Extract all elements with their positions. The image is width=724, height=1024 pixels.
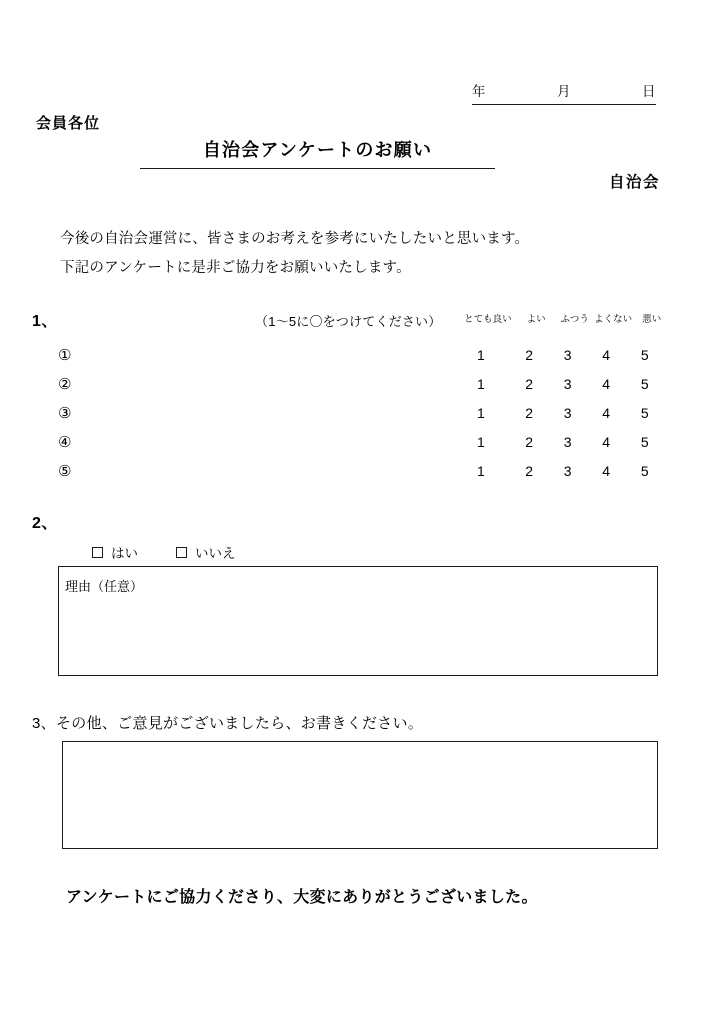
table-row bbox=[32, 340, 672, 369]
table-row bbox=[32, 456, 672, 485]
row-rating-options[interactable] bbox=[452, 463, 664, 479]
checkbox-label-no: いいえ bbox=[195, 546, 236, 561]
comment-textbox[interactable] bbox=[62, 741, 658, 849]
question-1-number: 1、 bbox=[32, 313, 58, 330]
scale-label-3: ふつう bbox=[560, 314, 589, 325]
rating-option-5[interactable]: 5 bbox=[640, 375, 649, 392]
scale-label-5: 悪い bbox=[642, 314, 662, 325]
scale-label-4: よくない bbox=[594, 314, 633, 325]
question-2-options bbox=[92, 542, 236, 562]
table-row bbox=[32, 369, 672, 398]
rating-option-5[interactable]: 5 bbox=[640, 404, 649, 421]
rating-option-4[interactable]: 4 bbox=[602, 433, 611, 450]
date-month-label: 月 bbox=[557, 84, 571, 99]
rating-option-1[interactable]: 1 bbox=[477, 404, 485, 421]
rating-option-3[interactable]: 3 bbox=[563, 404, 572, 421]
rating-option-3[interactable]: 3 bbox=[563, 462, 572, 479]
question-2-number: 2、 bbox=[32, 515, 58, 532]
checkbox-icon[interactable] bbox=[92, 547, 103, 558]
checkbox-icon[interactable] bbox=[176, 547, 187, 558]
rating-option-2[interactable]: 2 bbox=[525, 404, 533, 421]
intro-paragraphs bbox=[60, 225, 660, 283]
row-marker: ③ bbox=[58, 404, 72, 422]
row-marker: ④ bbox=[58, 433, 72, 451]
intro-line-1: 今後の自治会運営に、皆さまのお考えを参考にいたしたいと思います。 bbox=[60, 231, 530, 247]
date-line[interactable] bbox=[472, 80, 656, 105]
question-1-hint: （1～5に〇をつけてください） bbox=[255, 314, 442, 329]
row-rating-options[interactable] bbox=[452, 347, 664, 363]
rating-option-1[interactable]: 1 bbox=[477, 433, 485, 450]
intro-line-2: 下記のアンケートに是非ご協力をお願いいたします。 bbox=[60, 260, 411, 276]
rating-option-4[interactable]: 4 bbox=[602, 346, 611, 363]
rating-option-5[interactable]: 5 bbox=[640, 346, 649, 363]
page-title: 自治会アンケートのお願い bbox=[140, 136, 495, 169]
rating-option-5[interactable]: 5 bbox=[640, 462, 649, 479]
rating-option-1[interactable]: 1 bbox=[477, 346, 485, 363]
date-year-label: 年 bbox=[472, 84, 486, 99]
question-3-text: 3、その他、ご意見がございましたら、お書きください。 bbox=[32, 715, 424, 732]
checkbox-label-yes: はい bbox=[111, 546, 138, 561]
rating-option-3[interactable]: 3 bbox=[563, 375, 572, 392]
row-rating-options[interactable] bbox=[452, 434, 664, 450]
rating-option-1[interactable]: 1 bbox=[477, 462, 485, 479]
scale-label-1: とても良い bbox=[464, 314, 512, 325]
row-rating-options[interactable] bbox=[452, 376, 664, 392]
rating-option-4[interactable]: 4 bbox=[602, 462, 611, 479]
rating-scale-header bbox=[459, 311, 671, 325]
sender-name: 自治会 bbox=[608, 174, 660, 191]
rating-option-5[interactable]: 5 bbox=[640, 433, 649, 450]
scale-label-2: よい bbox=[526, 314, 546, 325]
row-rating-options[interactable] bbox=[452, 405, 664, 421]
rating-option-2[interactable]: 2 bbox=[525, 433, 533, 450]
table-row bbox=[32, 427, 672, 456]
addressee: 会員各位 bbox=[36, 115, 101, 132]
rating-option-4[interactable]: 4 bbox=[602, 404, 611, 421]
rating-option-2[interactable]: 2 bbox=[525, 346, 533, 363]
row-marker: ⑤ bbox=[58, 462, 72, 480]
closing-message: アンケートにご協力くださり、大変にありがとうございました。 bbox=[66, 889, 538, 906]
table-row bbox=[32, 398, 672, 427]
rating-option-2[interactable]: 2 bbox=[525, 375, 533, 392]
row-marker: ② bbox=[58, 375, 72, 393]
question-1-rows bbox=[32, 340, 672, 485]
rating-option-3[interactable]: 3 bbox=[563, 433, 572, 450]
date-day-label: 日 bbox=[642, 84, 656, 99]
checkbox-option-no[interactable] bbox=[176, 542, 236, 562]
rating-option-3[interactable]: 3 bbox=[563, 346, 572, 363]
reason-textbox[interactable] bbox=[58, 566, 658, 676]
reason-label: 理由（任意） bbox=[65, 579, 144, 594]
checkbox-option-yes[interactable] bbox=[92, 542, 138, 562]
rating-option-4[interactable]: 4 bbox=[602, 375, 611, 392]
row-marker: ① bbox=[58, 346, 72, 364]
rating-option-1[interactable]: 1 bbox=[477, 375, 485, 392]
rating-option-2[interactable]: 2 bbox=[525, 462, 533, 479]
